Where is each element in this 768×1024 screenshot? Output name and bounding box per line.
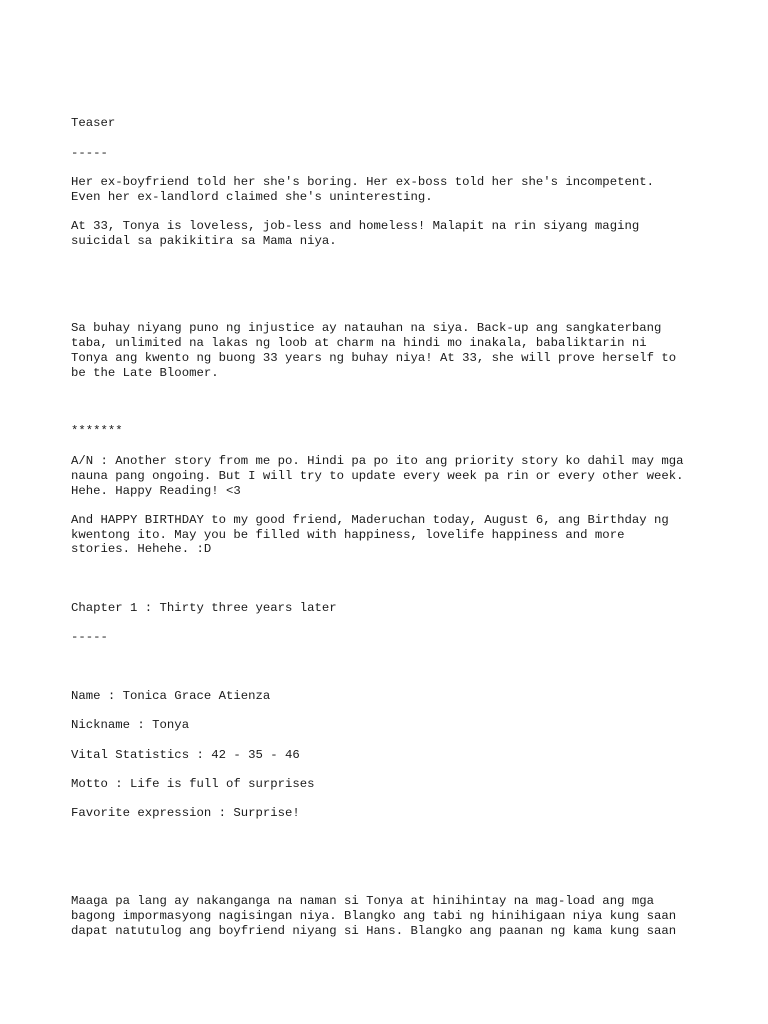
section-divider: *******: [71, 424, 123, 438]
profile-name: Name : Tonica Grace Atienza: [71, 689, 271, 703]
text-line: Tonya ang kwento ng buong 33 years ng buhay niya! At 33, she will prove herself to: [71, 351, 677, 365]
text-line: At 33, Tonya is loveless, job-less and homeless! Malapit na rin siyang maging: [71, 219, 640, 233]
teaser-heading: Teaser: [71, 116, 116, 130]
text-line: Maaga pa lang ay nakanganga na naman si Tonya at hinihintay na mag-load ang mga: [71, 894, 654, 908]
chapter-heading: Chapter 1 : Thirty three years later: [71, 601, 337, 615]
text-line: bagong impormasyong nagisingan niya. Blangko ang tabi ng hinihigaan niya kung saan: [71, 909, 677, 923]
text-line: nauna pang ongoing. But I will try to update every week pa rin or every other week.: [71, 469, 684, 483]
separator: -----: [71, 146, 108, 160]
text-line: kwentong ito. May you be filled with happiness, lovelife happiness and more: [71, 528, 625, 542]
text-line: Her ex-boyfriend told her she's boring. Her ex-boss told her she's incompetent.: [71, 175, 654, 189]
text-line: Even her ex-landlord claimed she's uninteresting.: [71, 190, 433, 204]
profile-nickname: Nickname : Tonya: [71, 718, 190, 732]
text-line: And HAPPY BIRTHDAY to my good friend, Maderuchan today, August 6, ang Birthday ng: [71, 513, 669, 527]
text-line: be the Late Bloomer.: [71, 366, 219, 380]
text-line: Sa buhay niyang puno ng injustice ay natauhan na siya. Back-up ang sangkaterbang: [71, 321, 662, 335]
text-line: Hehe. Happy Reading! <3: [71, 484, 241, 498]
profile-vital-statistics: Vital Statistics : 42 - 35 - 46: [71, 748, 300, 762]
text-line: taba, unlimited na lakas ng loob at charm na hindi mo inakala, babaliktarin ni: [71, 336, 647, 350]
text-line: stories. Hehehe. :D: [71, 542, 212, 556]
text-line: dapat natutulog ang boyfriend niyang si Hans. Blangko ang paanan ng kama kung saan: [71, 924, 677, 938]
text-line: suicidal sa pakikitira sa Mama niya.: [71, 234, 337, 248]
profile-favorite-expression: Favorite expression : Surprise!: [71, 806, 300, 820]
separator: -----: [71, 630, 108, 644]
profile-motto: Motto : Life is full of surprises: [71, 777, 315, 791]
text-line: A/N : Another story from me po. Hindi pa po ito ang priority story ko dahil may mga: [71, 454, 684, 468]
